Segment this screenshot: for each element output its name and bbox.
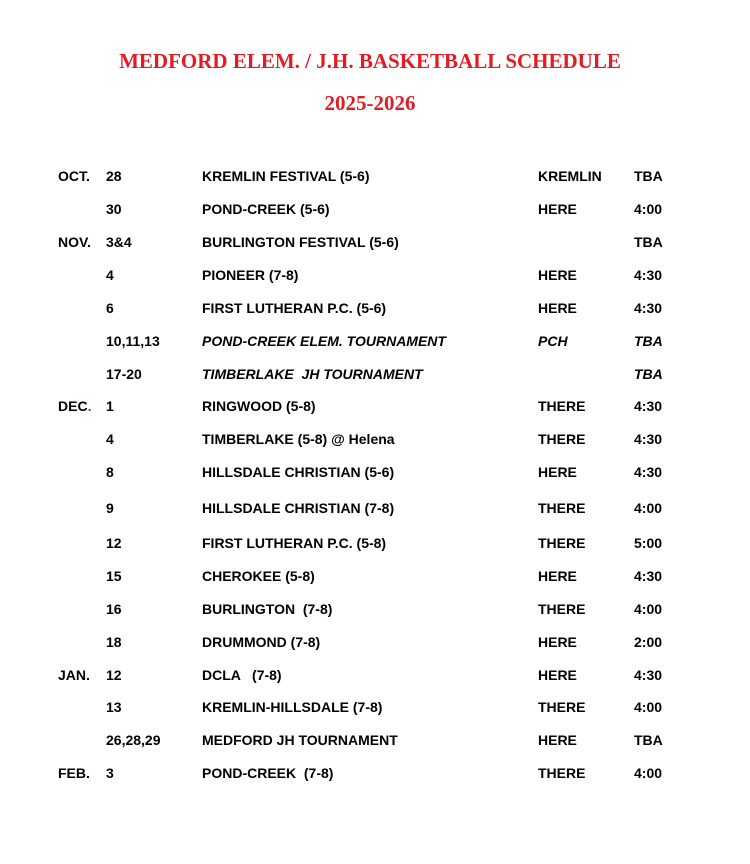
location-cell: PCH <box>538 333 568 349</box>
event-cell: BURLINGTON (7-8) <box>202 601 333 617</box>
table-row <box>0 665 750 685</box>
day-cell: 9 <box>106 500 114 516</box>
table-row <box>0 396 750 416</box>
time-cell: TBA <box>634 333 663 349</box>
day-cell: 1 <box>106 398 114 414</box>
event-cell: DRUMMOND (7-8) <box>202 634 321 650</box>
location-cell: THERE <box>538 500 586 516</box>
location-cell: THERE <box>538 601 586 617</box>
day-cell: 4 <box>106 431 114 447</box>
location-cell: THERE <box>538 765 586 781</box>
table-row <box>0 730 750 750</box>
location-cell: HERE <box>538 300 577 316</box>
event-cell: FIRST LUTHERAN P.C. (5-8) <box>202 535 387 551</box>
day-cell: 26,28,29 <box>106 732 161 748</box>
event-cell: DCLA (7-8) <box>202 667 282 683</box>
time-cell: TBA <box>634 168 663 184</box>
event-cell: POND-CREEK (5-6) <box>202 201 330 217</box>
event-cell: BURLINGTON FESTIVAL (5-6) <box>202 234 399 250</box>
event-cell: KREMLIN FESTIVAL (5-6) <box>202 168 370 184</box>
location-cell: KREMLIN <box>538 168 602 184</box>
event-cell: FIRST LUTHERAN P.C. (5-6) <box>202 300 387 316</box>
season-year: 2025-2026 <box>324 91 416 115</box>
day-cell: 17-20 <box>106 366 142 382</box>
day-cell: 15 <box>106 568 122 584</box>
day-cell: 12 <box>106 535 122 551</box>
table-row <box>0 462 750 482</box>
table-row <box>0 697 750 717</box>
day-cell: 10,11,13 <box>106 333 160 349</box>
event-cell: POND-CREEK ELEM. TOURNAMENT <box>202 333 446 349</box>
day-cell: 12 <box>106 667 122 683</box>
table-row <box>0 429 750 449</box>
time-cell: 4:30 <box>634 267 663 283</box>
table-row <box>0 298 750 318</box>
time-cell: 4:00 <box>634 765 663 781</box>
day-cell: 3&4 <box>106 234 132 250</box>
table-row <box>0 364 750 384</box>
time-cell: 4:00 <box>634 500 663 516</box>
month-cell: OCT. <box>58 168 90 184</box>
event-cell: TIMBERLAKE (5-8) @ Helena <box>202 431 395 447</box>
time-cell: 4:30 <box>634 568 663 584</box>
event-cell: RINGWOOD (5-8) <box>202 398 316 414</box>
location-cell: THERE <box>538 699 586 715</box>
day-cell: 6 <box>106 300 114 316</box>
table-row <box>0 166 750 186</box>
table-row <box>0 199 750 219</box>
event-cell: POND-CREEK (7-8) <box>202 765 334 781</box>
day-cell: 8 <box>106 464 114 480</box>
location-cell: THERE <box>538 431 586 447</box>
day-cell: 18 <box>106 634 122 650</box>
event-cell: HILLSDALE CHRISTIAN (5-6) <box>202 464 395 480</box>
time-cell: 2:00 <box>634 634 663 650</box>
month-dot: . <box>87 398 92 414</box>
table-row <box>0 232 750 252</box>
month-cell: NOV. <box>58 234 91 250</box>
location-cell: HERE <box>538 201 577 217</box>
day-cell: 16 <box>106 601 122 617</box>
time-cell: 4:00 <box>634 601 663 617</box>
time-cell: 4:30 <box>634 464 663 480</box>
location-cell: HERE <box>538 568 577 584</box>
table-row <box>0 265 750 285</box>
time-cell: TBA <box>634 732 663 748</box>
location-cell: HERE <box>538 267 577 283</box>
time-cell: 4:30 <box>634 300 663 316</box>
day-cell: 30 <box>106 201 122 217</box>
schedule-title: MEDFORD ELEM. / J.H. BASKETBALL SCHEDULE <box>119 49 621 73</box>
event-cell: MEDFORD JH TOURNAMENT <box>202 732 398 748</box>
table-row <box>0 566 750 586</box>
table-row <box>0 331 750 351</box>
day-cell: 4 <box>106 267 114 283</box>
day-cell: 13 <box>106 699 122 715</box>
time-cell: 4:30 <box>634 667 663 683</box>
table-row <box>0 599 750 619</box>
day-cell: 3 <box>106 765 114 781</box>
time-cell: 4:30 <box>634 431 663 447</box>
location-cell: THERE <box>538 535 586 551</box>
time-cell: 4:30 <box>634 398 663 414</box>
month-cell: JAN. <box>58 667 90 683</box>
time-cell: 4:00 <box>634 699 663 715</box>
day-cell: 28 <box>106 168 122 184</box>
location-cell: HERE <box>538 464 577 480</box>
month-cell: FEB. <box>58 765 90 781</box>
table-row <box>0 632 750 652</box>
time-cell: TBA <box>634 366 663 382</box>
event-cell: KREMLIN-HILLSDALE (7-8) <box>202 699 383 715</box>
location-cell: THERE <box>538 398 586 414</box>
month-text: DEC <box>58 398 88 414</box>
time-cell: 5:00 <box>634 535 663 551</box>
month-cell <box>58 396 91 416</box>
event-cell: PIONEER (7-8) <box>202 267 299 283</box>
location-cell: HERE <box>538 732 577 748</box>
table-row <box>0 763 750 783</box>
time-cell: TBA <box>634 234 663 250</box>
event-cell: HILLSDALE CHRISTIAN (7-8) <box>202 500 395 516</box>
location-cell: HERE <box>538 667 577 683</box>
location-cell: HERE <box>538 634 577 650</box>
time-cell: 4:00 <box>634 201 663 217</box>
table-row <box>0 498 750 518</box>
event-cell: TIMBERLAKE JH TOURNAMENT <box>202 366 423 382</box>
event-cell: CHEROKEE (5-8) <box>202 568 315 584</box>
table-row <box>0 533 750 553</box>
